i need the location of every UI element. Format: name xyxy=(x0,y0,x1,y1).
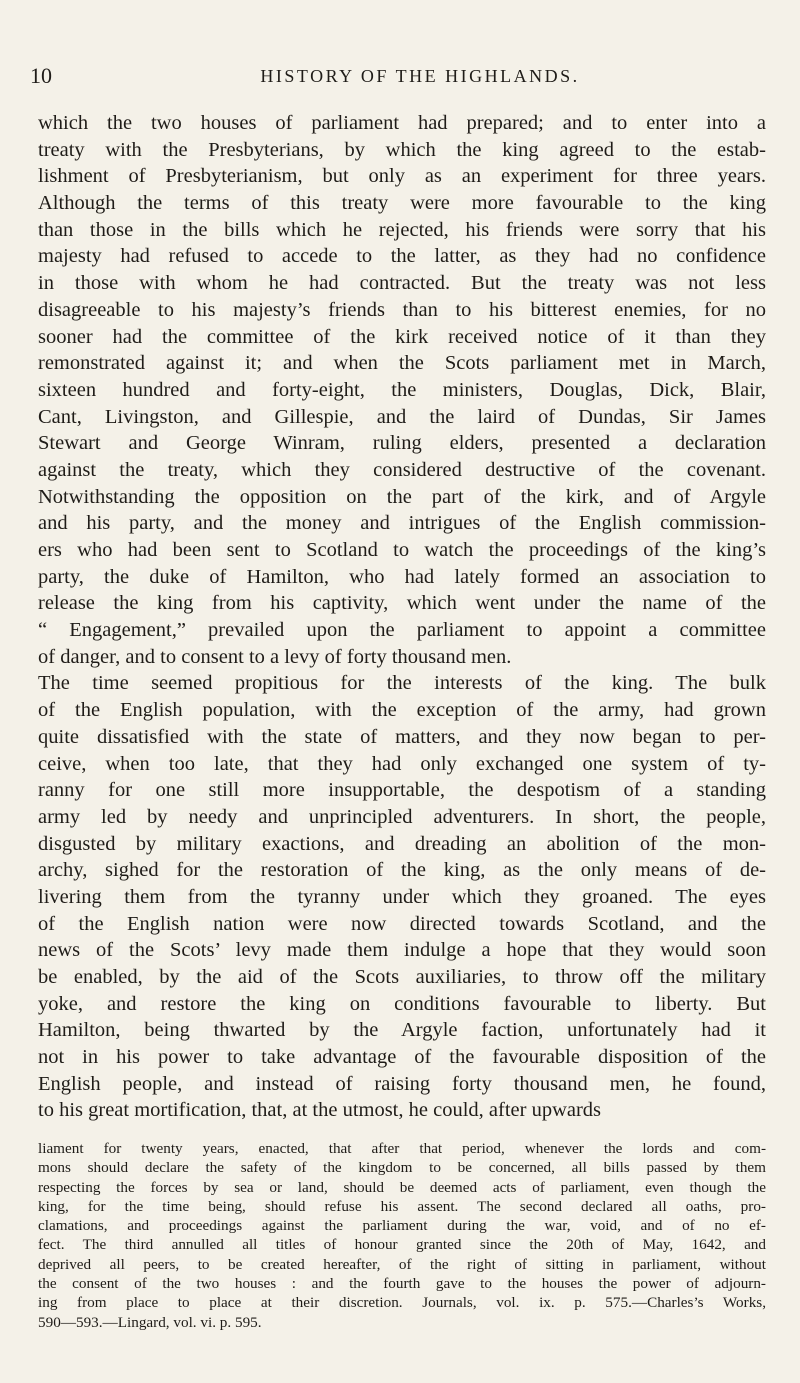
text-line: party, the duke of Hamilton, who had lately formed an association to xyxy=(38,565,766,588)
text-line: majesty had refused to accede to the latter, as they had no confidence xyxy=(38,245,766,268)
text-line: release the king from his captivity, which went under the name of the xyxy=(38,592,766,615)
footnote xyxy=(38,1139,766,1332)
footnote-line: ing from place to place at their discretion. Journals, vol. ix. p. 575.—Charles’s Works, xyxy=(38,1294,766,1312)
text-line: archy, sighed for the restoration of the king, as the only means of de- xyxy=(38,859,766,882)
footnote-line: respecting the forces by sea or land, should be deemed acts of parliament, even though the xyxy=(38,1178,766,1196)
text-line: yoke, and restore the king on conditions favourable to liberty. But xyxy=(38,992,766,1015)
text-line: ceive, when too late, that they had only exchanged one system of ty- xyxy=(38,752,766,775)
text-line: Although the terms of this treaty were more favourable to the king xyxy=(38,192,766,215)
text-line: of the English population, with the exception of the army, had grown xyxy=(38,699,766,722)
text-line: English people, and instead of raising forty thousand men, he found, xyxy=(38,1072,766,1095)
text-line: livering them from the tyranny under which they groaned. The eyes xyxy=(38,885,766,908)
footnote-line: 590—593.—Lingard, vol. vi. p. 595. xyxy=(38,1313,262,1331)
text-line: ranny for one still more insupportable, the despotism of a standing xyxy=(38,779,766,802)
text-line: of the English nation were now directed towards Scotland, and the xyxy=(38,912,766,935)
text-line: “ Engagement,” prevailed upon the parliament to appoint a committee xyxy=(38,619,766,642)
text-line: army led by needy and unprincipled adventurers. In short, the people, xyxy=(38,805,766,828)
text-line: not in his power to take advantage of the favourable disposition of the xyxy=(38,1046,766,1069)
footnote-line: mons should declare the safety of the kingdom to be concerned, all bills passed by them xyxy=(38,1159,766,1177)
text-line: Hamilton, being thwarted by the Argyle faction, unfortunately had it xyxy=(38,1019,766,1042)
footnote-line: king, for the time being, should refuse his assent. The second declared all oaths, pro- xyxy=(38,1197,766,1215)
text-line: quite dissatisfied with the state of matters, and they now began to per- xyxy=(38,725,766,748)
text-line: to his great mortification, that, at the utmost, he could, after upwards xyxy=(38,1099,602,1122)
page-number: 10 xyxy=(30,63,52,88)
text-line: Stewart and George Winram, ruling elders, presented a declaration xyxy=(38,432,766,455)
footnote-line: the consent of the two houses : and the fourth gave to the houses the power of adjourn- xyxy=(38,1275,766,1293)
text-line: disgusted by military exactions, and dreading an abolition of the mon- xyxy=(38,832,766,855)
text-line: news of the Scots’ levy made them indulge a hope that they would soon xyxy=(38,939,766,962)
text-line: treaty with the Presbyterians, by which the king agreed to the estab- xyxy=(38,138,766,161)
text-line: against the treaty, which they considered destructive of the covenant. xyxy=(38,458,766,481)
body-text xyxy=(38,110,766,1124)
footnote-line: liament for twenty years, enacted, that after that period, whenever the lords and com- xyxy=(38,1140,766,1157)
text-line: Notwithstanding the opposition on the part of the kirk, and of Argyle xyxy=(38,485,766,508)
text-line: of danger, and to consent to a levy of forty thousand men. xyxy=(38,645,512,668)
text-line: ers who had been sent to Scotland to watch the proceedings of the king’s xyxy=(38,539,766,561)
text-line: than those in the bills which he rejected, his friends were sorry that his xyxy=(38,218,766,241)
text-line: sixteen hundred and forty-eight, the ministers, Douglas, Dick, Blair, xyxy=(38,378,766,401)
text-line: lishment of Presbyterianism, but only as an experiment for three years. xyxy=(38,165,766,188)
text-line: sooner had the committee of the kirk received notice of it than they xyxy=(38,325,766,348)
text-line: disagreeable to his majesty’s friends than to his bitterest enemies, for no xyxy=(38,298,766,321)
text-line: and his party, and the money and intrigues of the English commission- xyxy=(38,512,766,535)
text-line: Cant, Livingston, and Gillespie, and the laird of Dundas, Sir James xyxy=(38,405,766,428)
page-header xyxy=(30,64,770,94)
footnote-line: deprived all peers, to be created hereafter, of the right of sitting in parliament, without xyxy=(38,1255,766,1273)
footnote-line: fect. The third annulled all titles of honour granted since the 20th of May, 1642, and xyxy=(38,1236,766,1254)
text-line: in those with whom he had contracted. But the treaty was not less xyxy=(38,272,766,295)
text-line: which the two houses of parliament had prepared; and to enter into a xyxy=(38,112,766,134)
text-line: remonstrated against it; and when the Scots parliament met in March, xyxy=(38,352,766,375)
footnote-line: clamations, and proceedings against the parliament during the war, void, and of no ef- xyxy=(38,1217,766,1235)
text-line: The time seemed propitious for the interests of the king. The bulk xyxy=(38,672,766,695)
running-head: HISTORY OF THE HIGHLANDS. xyxy=(260,66,580,86)
text-line: be enabled, by the aid of the Scots auxiliaries, to throw off the military xyxy=(38,966,766,988)
